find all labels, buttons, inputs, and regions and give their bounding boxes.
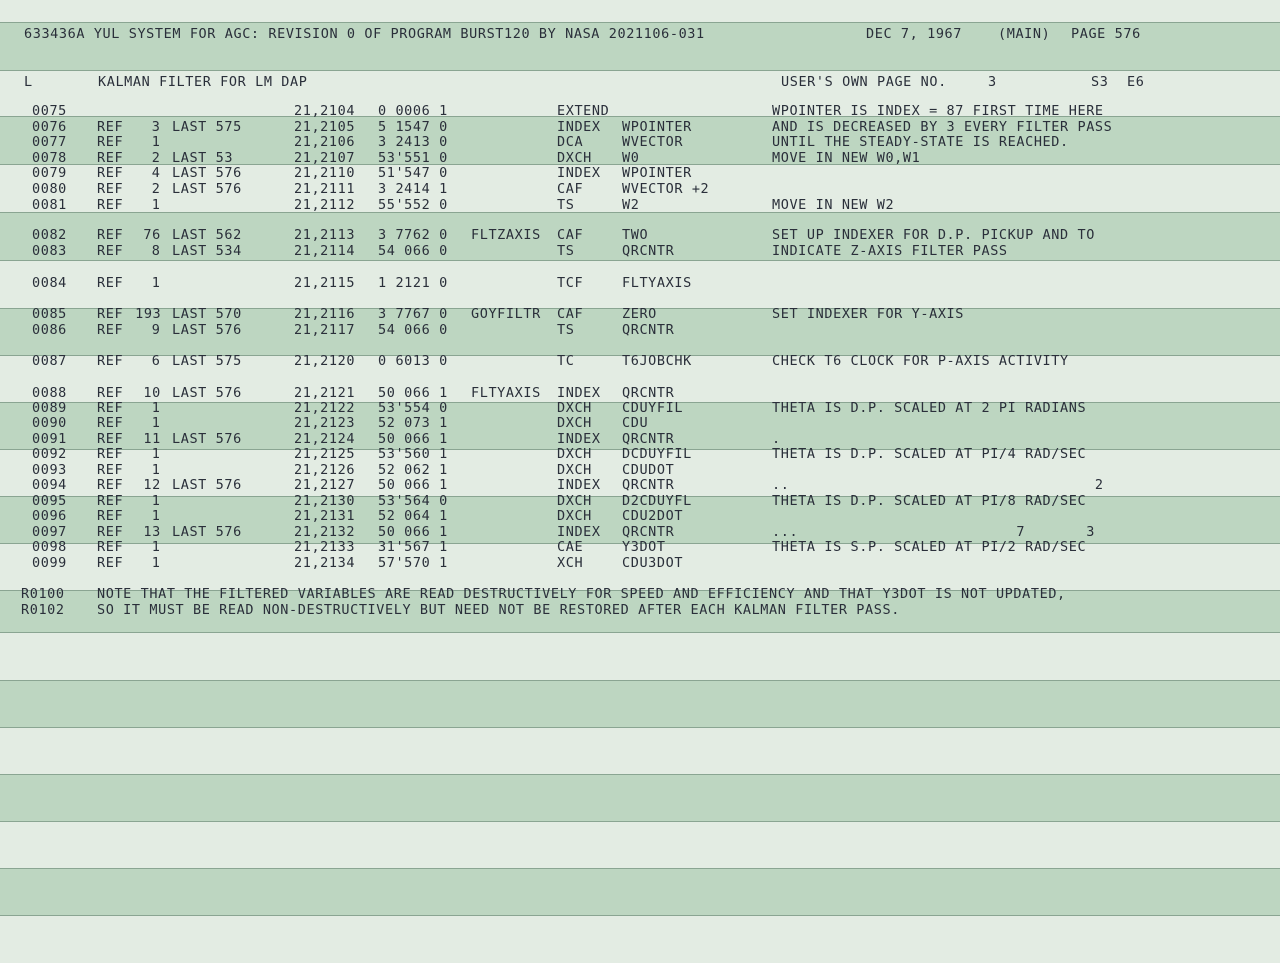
paper-band bbox=[0, 727, 1280, 774]
ref-last: LAST 576 bbox=[172, 431, 242, 447]
octal-word: 54 066 0 bbox=[378, 322, 448, 338]
address: 21,2124 bbox=[294, 431, 356, 447]
opcode: INDEX bbox=[557, 385, 601, 401]
header-section: (MAIN) bbox=[998, 26, 1051, 42]
line-number: 0088 bbox=[32, 385, 67, 401]
operand: CDU3DOT bbox=[622, 555, 684, 571]
octal-word: 1 2121 0 bbox=[378, 275, 448, 291]
address: 21,2112 bbox=[294, 197, 356, 213]
line-number: 0085 bbox=[32, 306, 67, 322]
operand: CDU bbox=[622, 415, 649, 431]
note-line-number: R0102 bbox=[21, 602, 65, 618]
address: 21,2121 bbox=[294, 385, 356, 401]
octal-word: 53'551 0 bbox=[378, 150, 448, 166]
paper-band bbox=[0, 774, 1280, 821]
ref-tag: REF bbox=[97, 275, 124, 291]
ref-tag: REF bbox=[97, 400, 124, 416]
address: 21,2132 bbox=[294, 524, 356, 540]
ref-last: LAST 576 bbox=[172, 165, 242, 181]
ref-last: LAST 576 bbox=[172, 181, 242, 197]
comment: THETA IS S.P. SCALED AT PI/2 RAD/SEC bbox=[772, 539, 1087, 555]
opcode: INDEX bbox=[557, 431, 601, 447]
line-number: 0099 bbox=[32, 555, 67, 571]
paper-rule bbox=[0, 680, 1280, 681]
octal-word: 53'564 0 bbox=[378, 493, 448, 509]
line-number: 0077 bbox=[32, 134, 67, 150]
opcode: DXCH bbox=[557, 400, 592, 416]
octal-word: 5 1547 0 bbox=[378, 119, 448, 135]
ref-count: 76 bbox=[143, 227, 161, 243]
paper-rule bbox=[0, 821, 1280, 822]
ref-last: LAST 576 bbox=[172, 477, 242, 493]
opcode: DXCH bbox=[557, 150, 592, 166]
comment: UNTIL THE STEADY-STATE IS REACHED. bbox=[772, 134, 1069, 150]
opcode: INDEX bbox=[557, 477, 601, 493]
ref-count: 10 bbox=[143, 385, 161, 401]
operand: T6JOBCHK bbox=[622, 353, 692, 369]
code-label: FLTZAXIS bbox=[471, 227, 541, 243]
comment: THETA IS D.P. SCALED AT PI/8 RAD/SEC bbox=[772, 493, 1087, 509]
line-number: 0090 bbox=[32, 415, 67, 431]
user-page-number: 3 bbox=[988, 74, 997, 90]
comment: MOVE IN NEW W2 bbox=[772, 197, 895, 213]
address: 21,2117 bbox=[294, 322, 356, 338]
ref-tag: REF bbox=[97, 227, 124, 243]
ref-tag: REF bbox=[97, 306, 124, 322]
ref-count: 1 bbox=[151, 446, 161, 462]
ref-count: 2 bbox=[151, 150, 161, 166]
ref-count: 193 bbox=[135, 306, 162, 322]
octal-word: 57'570 1 bbox=[378, 555, 448, 571]
operand: W0 bbox=[622, 150, 640, 166]
ref-count: 1 bbox=[151, 275, 161, 291]
ref-tag: REF bbox=[97, 508, 124, 524]
header-title: 633436A YUL SYSTEM FOR AGC: REVISION 0 OF PROGRAM BURST120 BY NASA 2021106-031 bbox=[24, 26, 705, 42]
octal-word: 53'554 0 bbox=[378, 400, 448, 416]
paper-rule bbox=[0, 22, 1280, 23]
octal-word: 55'552 0 bbox=[378, 197, 448, 213]
ref-count: 1 bbox=[151, 508, 161, 524]
ref-count: 1 bbox=[151, 539, 161, 555]
comment: .. 2 bbox=[772, 477, 1104, 493]
subheader-code-2: E6 bbox=[1127, 74, 1145, 90]
ref-count: 1 bbox=[151, 493, 161, 509]
ref-count: 2 bbox=[151, 181, 161, 197]
ref-tag: REF bbox=[97, 462, 124, 478]
operand: CDUYFIL bbox=[622, 400, 684, 416]
comment: SET UP INDEXER FOR D.P. PICKUP AND TO bbox=[772, 227, 1095, 243]
opcode: CAE bbox=[557, 539, 584, 555]
address: 21,2125 bbox=[294, 446, 356, 462]
ref-count: 1 bbox=[151, 400, 161, 416]
operand: D2CDUYFL bbox=[622, 493, 692, 509]
ref-count: 1 bbox=[151, 415, 161, 431]
octal-word: 54 066 0 bbox=[378, 243, 448, 259]
paper-rule bbox=[0, 915, 1280, 916]
address: 21,2114 bbox=[294, 243, 356, 259]
paper-band bbox=[0, 632, 1280, 680]
octal-word: 50 066 1 bbox=[378, 431, 448, 447]
opcode: EXTEND bbox=[557, 103, 610, 119]
opcode: XCH bbox=[557, 555, 584, 571]
octal-word: 31'567 1 bbox=[378, 539, 448, 555]
operand: WPOINTER bbox=[622, 119, 692, 135]
operand: FLTYAXIS bbox=[622, 275, 692, 291]
ref-tag: REF bbox=[97, 385, 124, 401]
operand: WPOINTER bbox=[622, 165, 692, 181]
line-number: 0098 bbox=[32, 539, 67, 555]
ref-count: 1 bbox=[151, 462, 161, 478]
address: 21,2107 bbox=[294, 150, 356, 166]
line-number: 0083 bbox=[32, 243, 67, 259]
operand: QRCNTR bbox=[622, 431, 675, 447]
octal-word: 50 066 1 bbox=[378, 477, 448, 493]
address: 21,2111 bbox=[294, 181, 356, 197]
octal-word: 52 073 1 bbox=[378, 415, 448, 431]
address: 21,2126 bbox=[294, 462, 356, 478]
comment: ... 7 3 bbox=[772, 524, 1095, 540]
address: 21,2133 bbox=[294, 539, 356, 555]
ref-count: 1 bbox=[151, 197, 161, 213]
ref-last: LAST 576 bbox=[172, 524, 242, 540]
line-number: 0082 bbox=[32, 227, 67, 243]
ref-last: LAST 562 bbox=[172, 227, 242, 243]
paper-band bbox=[0, 915, 1280, 963]
opcode: TS bbox=[557, 243, 575, 259]
ref-count: 9 bbox=[151, 322, 161, 338]
operand: WVECTOR +2 bbox=[622, 181, 710, 197]
opcode: DXCH bbox=[557, 415, 592, 431]
operand: QRCNTR bbox=[622, 524, 675, 540]
paper-band bbox=[0, 0, 1280, 22]
operand: QRCNTR bbox=[622, 322, 675, 338]
comment: THETA IS D.P. SCALED AT PI/4 RAD/SEC bbox=[772, 446, 1087, 462]
operand: WVECTOR bbox=[622, 134, 684, 150]
ref-last: LAST 576 bbox=[172, 322, 242, 338]
operand: Y3DOT bbox=[622, 539, 666, 555]
ref-tag: REF bbox=[97, 431, 124, 447]
opcode: TCF bbox=[557, 275, 584, 291]
paper-band bbox=[0, 680, 1280, 727]
opcode: CAF bbox=[557, 306, 584, 322]
line-number: 0093 bbox=[32, 462, 67, 478]
ref-tag: REF bbox=[97, 353, 124, 369]
line-number: 0079 bbox=[32, 165, 67, 181]
paper-rule bbox=[0, 212, 1280, 213]
address: 21,2120 bbox=[294, 353, 356, 369]
octal-word: 0 6013 0 bbox=[378, 353, 448, 369]
line-number: 0075 bbox=[32, 103, 67, 119]
opcode: DXCH bbox=[557, 493, 592, 509]
address: 21,2115 bbox=[294, 275, 356, 291]
ref-tag: REF bbox=[97, 524, 124, 540]
ref-count: 13 bbox=[143, 524, 161, 540]
note-line-number: R0100 bbox=[21, 586, 65, 602]
ref-tag: REF bbox=[97, 539, 124, 555]
address: 21,2116 bbox=[294, 306, 356, 322]
operand: TWO bbox=[622, 227, 649, 243]
paper-band bbox=[0, 821, 1280, 868]
address: 21,2113 bbox=[294, 227, 356, 243]
line-number: 0095 bbox=[32, 493, 67, 509]
line-number: 0089 bbox=[32, 400, 67, 416]
line-number: 0096 bbox=[32, 508, 67, 524]
opcode: DXCH bbox=[557, 446, 592, 462]
line-number: 0084 bbox=[32, 275, 67, 291]
paper-rule bbox=[0, 774, 1280, 775]
octal-word: 3 7767 0 bbox=[378, 306, 448, 322]
ref-tag: REF bbox=[97, 165, 124, 181]
comment: MOVE IN NEW W0,W1 bbox=[772, 150, 921, 166]
header-date: DEC 7, 1967 bbox=[866, 26, 963, 42]
octal-word: 50 066 1 bbox=[378, 385, 448, 401]
operand: QRCNTR bbox=[622, 243, 675, 259]
address: 21,2122 bbox=[294, 400, 356, 416]
line-number: 0094 bbox=[32, 477, 67, 493]
opcode: DXCH bbox=[557, 462, 592, 478]
ref-tag: REF bbox=[97, 477, 124, 493]
paper-band bbox=[0, 868, 1280, 915]
line-number: 0076 bbox=[32, 119, 67, 135]
octal-word: 0 0006 1 bbox=[378, 103, 448, 119]
address: 21,2104 bbox=[294, 103, 356, 119]
ref-last: LAST 53 bbox=[172, 150, 234, 166]
address: 21,2123 bbox=[294, 415, 356, 431]
note-text: NOTE THAT THE FILTERED VARIABLES ARE READ DESTRUCTIVELY FOR SPEED AND EFFICIENCY AND THAT Y3DOT IS NOT UPDATED, bbox=[97, 586, 1066, 602]
ref-count: 4 bbox=[151, 165, 161, 181]
operand: QRCNTR bbox=[622, 477, 675, 493]
address: 21,2110 bbox=[294, 165, 356, 181]
ref-count: 3 bbox=[151, 119, 161, 135]
comment: CHECK T6 CLOCK FOR P-AXIS ACTIVITY bbox=[772, 353, 1069, 369]
address: 21,2131 bbox=[294, 508, 356, 524]
octal-word: 52 064 1 bbox=[378, 508, 448, 524]
header-page: PAGE 576 bbox=[1071, 26, 1141, 42]
ref-tag: REF bbox=[97, 150, 124, 166]
line-number: 0087 bbox=[32, 353, 67, 369]
opcode: TS bbox=[557, 322, 575, 338]
opcode: INDEX bbox=[557, 524, 601, 540]
ref-count: 1 bbox=[151, 555, 161, 571]
ref-last: LAST 534 bbox=[172, 243, 242, 259]
operand: DCDUYFIL bbox=[622, 446, 692, 462]
ref-tag: REF bbox=[97, 446, 124, 462]
ref-tag: REF bbox=[97, 181, 124, 197]
subheader-title: KALMAN FILTER FOR LM DAP bbox=[98, 74, 308, 90]
comment: WPOINTER IS INDEX = 87 FIRST TIME HERE bbox=[772, 103, 1104, 119]
ref-last: LAST 575 bbox=[172, 353, 242, 369]
address: 21,2105 bbox=[294, 119, 356, 135]
opcode: DCA bbox=[557, 134, 584, 150]
comment: . bbox=[772, 431, 781, 447]
ref-count: 6 bbox=[151, 353, 161, 369]
ref-tag: REF bbox=[97, 134, 124, 150]
ref-tag: REF bbox=[97, 322, 124, 338]
ref-last: LAST 570 bbox=[172, 306, 242, 322]
address: 21,2127 bbox=[294, 477, 356, 493]
line-number: 0081 bbox=[32, 197, 67, 213]
subheader-mark: L bbox=[24, 74, 33, 90]
comment: AND IS DECREASED BY 3 EVERY FILTER PASS bbox=[772, 119, 1113, 135]
ref-count: 12 bbox=[143, 477, 161, 493]
octal-word: 53'560 1 bbox=[378, 446, 448, 462]
opcode: INDEX bbox=[557, 119, 601, 135]
line-number: 0080 bbox=[32, 181, 67, 197]
operand: CDU2DOT bbox=[622, 508, 684, 524]
paper-rule bbox=[0, 868, 1280, 869]
code-label: FLTYAXIS bbox=[471, 385, 541, 401]
opcode: CAF bbox=[557, 181, 584, 197]
line-number: 0078 bbox=[32, 150, 67, 166]
ref-tag: REF bbox=[97, 415, 124, 431]
code-label: GOYFILTR bbox=[471, 306, 541, 322]
opcode: TS bbox=[557, 197, 575, 213]
operand: QRCNTR bbox=[622, 385, 675, 401]
line-number: 0086 bbox=[32, 322, 67, 338]
subheader-code-1: S3 bbox=[1091, 74, 1109, 90]
octal-word: 51'547 0 bbox=[378, 165, 448, 181]
ref-last: LAST 575 bbox=[172, 119, 242, 135]
operand: W2 bbox=[622, 197, 640, 213]
ref-count: 11 bbox=[143, 431, 161, 447]
octal-word: 3 2414 1 bbox=[378, 181, 448, 197]
comment: SET INDEXER FOR Y-AXIS bbox=[772, 306, 965, 322]
opcode: TC bbox=[557, 353, 575, 369]
comment: THETA IS D.P. SCALED AT 2 PI RADIANS bbox=[772, 400, 1087, 416]
operand: CDUDOT bbox=[622, 462, 675, 478]
octal-word: 3 2413 0 bbox=[378, 134, 448, 150]
octal-word: 3 7762 0 bbox=[378, 227, 448, 243]
ref-count: 1 bbox=[151, 134, 161, 150]
paper-rule bbox=[0, 727, 1280, 728]
address: 21,2130 bbox=[294, 493, 356, 509]
ref-tag: REF bbox=[97, 493, 124, 509]
paper-rule bbox=[0, 70, 1280, 71]
operand: ZERO bbox=[622, 306, 657, 322]
comment: INDICATE Z-AXIS FILTER PASS bbox=[772, 243, 1008, 259]
line-number: 0097 bbox=[32, 524, 67, 540]
line-number: 0092 bbox=[32, 446, 67, 462]
ref-tag: REF bbox=[97, 119, 124, 135]
octal-word: 50 066 1 bbox=[378, 524, 448, 540]
ref-last: LAST 576 bbox=[172, 385, 242, 401]
line-number: 0091 bbox=[32, 431, 67, 447]
ref-tag: REF bbox=[97, 555, 124, 571]
opcode: INDEX bbox=[557, 165, 601, 181]
ref-tag: REF bbox=[97, 243, 124, 259]
user-page-label: USER'S OWN PAGE NO. bbox=[781, 74, 947, 90]
opcode: DXCH bbox=[557, 508, 592, 524]
paper-rule bbox=[0, 260, 1280, 261]
note-text: SO IT MUST BE READ NON-DESTRUCTIVELY BUT NEED NOT BE RESTORED AFTER EACH KALMAN FILTER PASS. bbox=[97, 602, 900, 618]
address: 21,2134 bbox=[294, 555, 356, 571]
ref-count: 8 bbox=[151, 243, 161, 259]
paper-rule bbox=[0, 632, 1280, 633]
opcode: CAF bbox=[557, 227, 584, 243]
ref-tag: REF bbox=[97, 197, 124, 213]
octal-word: 52 062 1 bbox=[378, 462, 448, 478]
address: 21,2106 bbox=[294, 134, 356, 150]
